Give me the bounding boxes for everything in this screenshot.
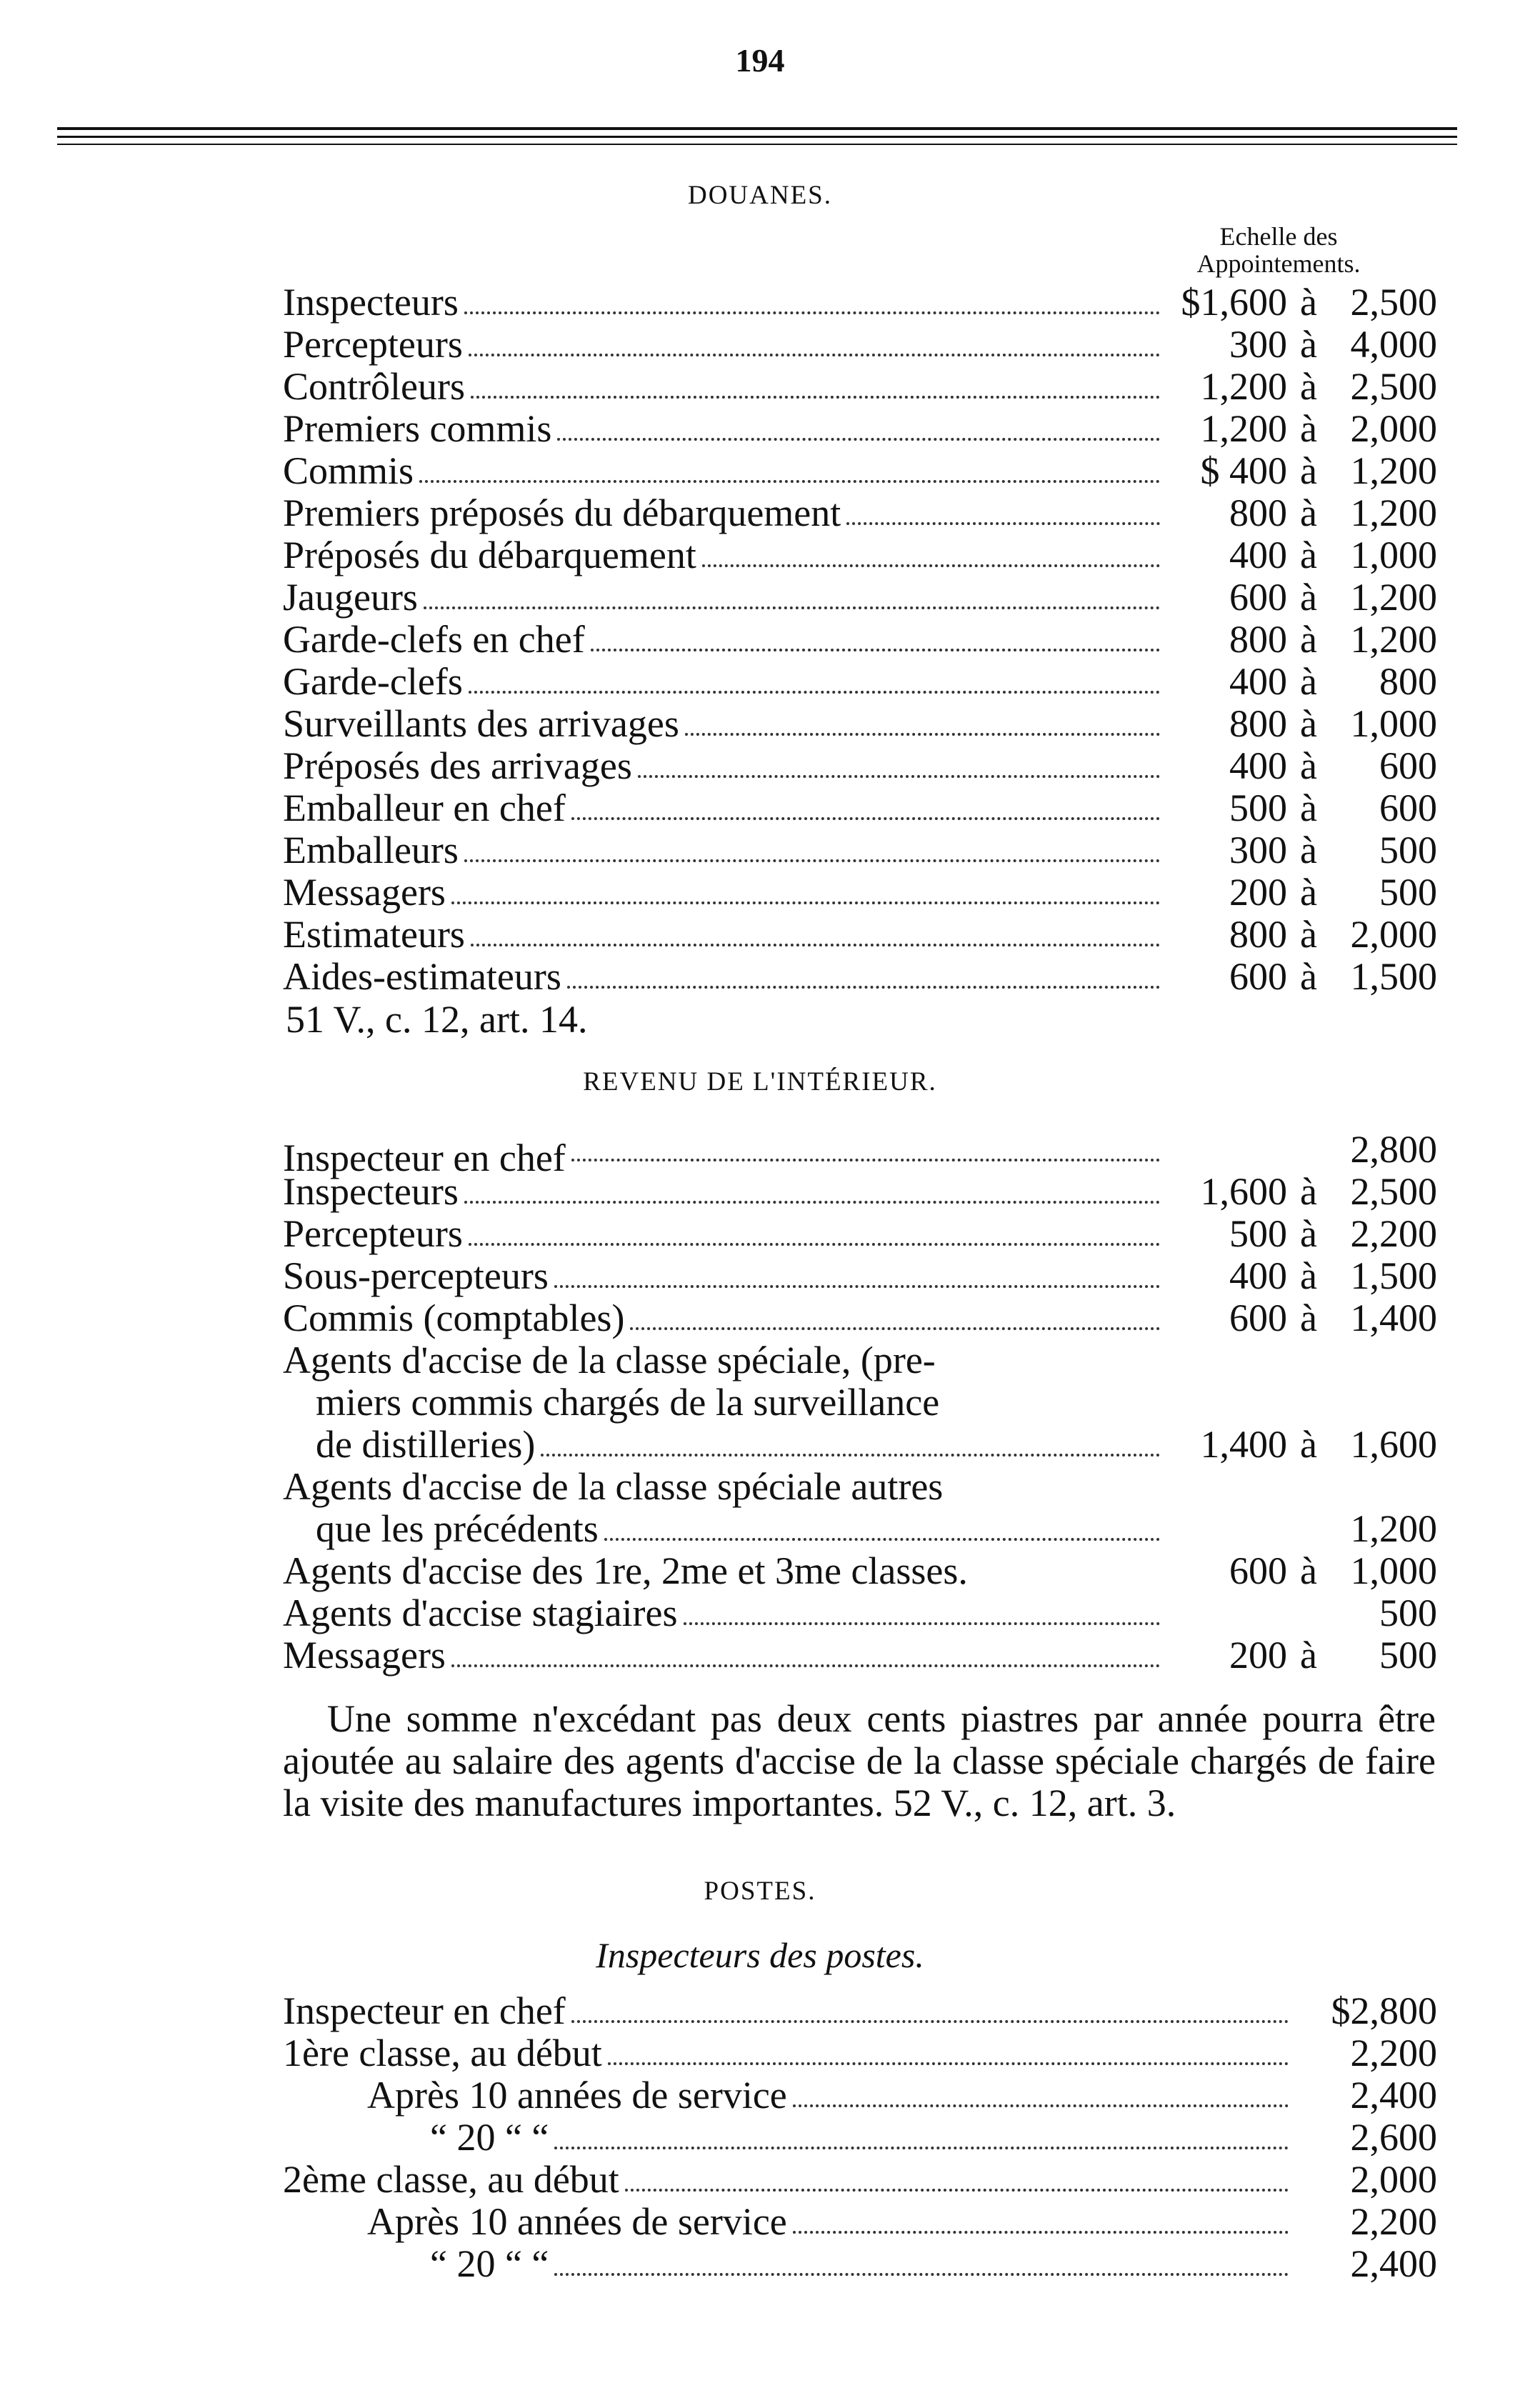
table-row [283,1339,1437,1382]
value-to: 2,500 [1350,1170,1437,1213]
value-from: 600 [1229,1549,1287,1592]
value-a: à [1300,365,1317,408]
row-label: Garde-clefs [283,660,463,703]
value-from: 800 [1229,491,1287,534]
value-from: 500 [1229,1212,1287,1255]
value-a: à [1300,660,1317,703]
value-from: 1,400 [1200,1423,1287,1466]
table-row [283,1990,1437,2032]
dot-leader [591,649,1160,651]
note-text: Une somme n'excédant pas deux cents piastres par année pourra être ajoutée au salaire des agents d'accise de la classe spéciale chargés de faire la visite des manufactures importantes. 52 V., c. 12, art. 3. [283,1697,1436,1824]
value-to: 1,200 [1350,618,1437,661]
scale-header-line1: Echelle des [1219,222,1338,251]
value-a: à [1300,407,1317,450]
value-a: à [1300,1212,1317,1255]
value-from: 200 [1229,871,1287,914]
dot-leader [464,311,1160,314]
table-row [283,492,1437,534]
row-label: Surveillants des arrivages [283,702,679,745]
dot-leader [702,564,1160,567]
value-a: à [1300,871,1317,914]
value-a: à [1300,786,1317,829]
table-row [283,408,1437,450]
value-a: à [1300,576,1317,619]
row-label: de distilleries) [316,1423,536,1466]
table-row [283,1171,1437,1213]
value-from: 400 [1229,660,1287,703]
table-row [283,534,1437,576]
row-label: Percepteurs [283,1212,463,1255]
row-value [1166,829,1437,871]
dot-leader [793,2231,1289,2234]
table-row [283,2201,1437,2243]
row-value: 2,000 [1350,2158,1437,2201]
table-row [283,1382,1437,1424]
revenu-table [283,1129,1437,1339]
row-label: miers commis chargés de la surveillance [316,1381,940,1424]
row-value [1166,1129,1437,1171]
row-label: “ 20 “ “ [430,2242,549,2285]
row-value [1166,871,1437,914]
table-row [283,1297,1437,1339]
table-row [283,2117,1437,2159]
page-number: 194 [735,42,785,79]
dot-leader [451,1664,1160,1667]
row-label: Préposés du débarquement [283,534,696,576]
scale-header-line2: Appointements. [1196,249,1361,278]
row-value [1166,956,1437,998]
douanes-table [283,281,1437,998]
dot-leader [419,480,1160,483]
value-a: à [1300,955,1317,998]
value-from: $1,600 [1181,281,1287,324]
table-row [283,745,1437,787]
row-value [1166,534,1437,576]
revenu-table-continued [283,1339,1437,1677]
value-a: à [1300,744,1317,787]
value-to: 1,400 [1350,1297,1437,1339]
row-label: Inspecteurs [283,1170,459,1213]
row-value [1166,619,1437,661]
table-row [283,366,1437,408]
table-row [283,1213,1437,1255]
row-label: Après 10 années de service [367,2074,787,2117]
value-from [1166,1129,1287,1171]
dot-leader [424,606,1160,609]
row-value: 1,200 [1350,1507,1437,1550]
dot-leader [625,2189,1289,2192]
row-value: 2,200 [1350,2200,1437,2243]
table-row [283,1508,1437,1550]
row-label: 2ème classe, au début [283,2158,619,2201]
value-to: 1,500 [1350,955,1437,998]
row-value: 500 [1379,1592,1437,1634]
row-value [1166,408,1437,450]
dot-leader [464,1201,1160,1204]
value-from: 500 [1229,786,1287,829]
row-label: Agents d'accise de la classe spéciale autres [283,1465,944,1508]
value-a: à [1300,1423,1317,1466]
value-a: à [1300,534,1317,576]
row-label: Contrôleurs [283,365,465,408]
dot-leader [846,522,1160,525]
value-from: 800 [1229,913,1287,956]
row-value: 2,400 [1350,2242,1437,2285]
table-row [283,2032,1437,2074]
table-row [283,1592,1437,1634]
dot-leader [571,817,1160,820]
table-row [283,450,1437,492]
value-to: 2,200 [1350,1212,1437,1255]
value-to: 4,000 [1350,323,1437,366]
value-a: à [1300,1297,1317,1339]
section-heading-postes: POSTES. [704,1877,816,1906]
row-label: Inspecteurs [283,281,459,324]
row-label: Commis (comptables) [283,1297,625,1339]
table-row [283,2159,1437,2201]
value-from: 1,200 [1200,365,1287,408]
row-label: Jaugeurs [283,576,418,619]
table-row [283,956,1437,998]
dot-leader [567,986,1160,989]
dot-leader [557,438,1160,441]
row-value [1166,661,1437,703]
section-heading-revenu: REVENU DE L'INTÉRIEUR. [583,1067,937,1096]
row-label: 1ère classe, au début [283,2032,602,2074]
row-label: Aides-estimateurs [283,955,561,998]
table-row [283,829,1437,871]
value-to: 1,200 [1350,491,1437,534]
table-row [283,914,1437,956]
row-value [1166,1424,1437,1466]
row-value: 2,400 [1350,2074,1437,2117]
row-label: Agents d'accise des 1re, 2me et 3me classes. [283,1549,968,1592]
value-from: 400 [1229,1254,1287,1297]
row-label: Inspecteur en chef [283,1989,566,2032]
value-a: à [1300,323,1317,366]
dot-leader [471,944,1160,946]
table-row [283,871,1437,914]
row-label: Emballeur en chef [283,786,566,829]
dot-leader [469,354,1160,356]
value-to: 2,000 [1350,407,1437,450]
row-value [1166,450,1437,492]
row-value: $2,800 [1331,1989,1437,2032]
header-rule [57,127,1457,130]
table-row [283,1634,1437,1677]
dot-leader [604,1538,1160,1541]
value-from: 1,200 [1200,407,1287,450]
value-a: à [1300,491,1317,534]
scale-column-header [1121,223,1436,277]
row-label: Sous-percepteurs [283,1254,549,1297]
row-value [1166,914,1437,956]
value-to: 500 [1379,871,1437,914]
value-to: 2,500 [1350,281,1437,324]
dot-leader [469,1243,1160,1246]
value-a: à [1300,1254,1317,1297]
value-a: à [1300,1170,1317,1213]
value-from: 300 [1229,829,1287,871]
row-value [1166,1550,1437,1592]
value-a: à [1300,913,1317,956]
value-a: à [1300,281,1317,324]
row-value [1166,703,1437,745]
dot-leader [541,1454,1160,1457]
value-to: 2,000 [1350,913,1437,956]
value-a: à [1300,829,1317,871]
dot-leader [451,901,1160,904]
row-label: Messagers [283,1634,446,1677]
row-label: Agents d'accise de la classe spéciale, (pre- [283,1339,936,1382]
value-from: 200 [1229,1634,1287,1677]
row-label: Percepteurs [283,323,463,366]
row-label: Estimateurs [283,913,465,956]
row-value [1166,324,1437,366]
table-row [283,2243,1437,2285]
row-label: Premiers préposés du débarquement [283,491,841,534]
value-to: 800 [1379,660,1437,703]
value-from: 600 [1229,955,1287,998]
table-row [283,1466,1437,1508]
table-row [283,787,1437,829]
dot-leader [554,2273,1289,2276]
value-to: 1,000 [1350,1549,1437,1592]
dot-leader [685,733,1160,736]
row-value [1166,745,1437,787]
value-from: 600 [1229,1297,1287,1339]
row-label: Inspecteur en chef [283,1136,566,1179]
dot-leader [571,2020,1289,2023]
row-value [1166,1213,1437,1255]
dot-leader [630,1327,1160,1330]
value-to: 1,200 [1350,449,1437,492]
dot-leader [608,2062,1289,2065]
row-value [1166,366,1437,408]
value-to: 1,000 [1350,534,1437,576]
dot-leader [554,2147,1289,2149]
table-row [283,1550,1437,1592]
row-label: Messagers [283,871,446,914]
header-rule [57,144,1457,145]
table-row [283,1255,1437,1297]
row-value [1166,281,1437,324]
row-label: Premiers commis [283,407,552,450]
value-from: 400 [1229,744,1287,787]
dot-leader [793,2104,1289,2107]
value-to: 1,000 [1350,702,1437,745]
table-row [283,1424,1437,1466]
value-to: 1,200 [1350,576,1437,619]
dot-leader [684,1622,1160,1625]
row-value [1166,576,1437,619]
dot-leader [571,1159,1160,1161]
dot-leader [554,1285,1160,1288]
value-a: à [1300,449,1317,492]
row-label: Après 10 années de service [367,2200,787,2243]
value-from: 400 [1229,534,1287,576]
subheading-inspecteurs-postes: Inspecteurs des postes. [596,1935,924,1975]
table-row [283,661,1437,703]
dot-leader [638,775,1160,778]
value-from: 300 [1229,323,1287,366]
row-label: que les précédents [316,1507,599,1550]
value-to: 500 [1379,829,1437,871]
value-to: 500 [1379,1634,1437,1677]
value-from: 1,600 [1200,1170,1287,1213]
value-a: à [1300,702,1317,745]
row-label: Préposés des arrivages [283,744,632,787]
table-row [283,281,1437,324]
dot-leader [464,859,1160,862]
row-value [1166,1171,1437,1213]
row-label: Emballeurs [283,829,459,871]
row-value [1166,787,1437,829]
value-to: 2,500 [1350,365,1437,408]
row-label: Garde-clefs en chef [283,618,585,661]
value-from: 800 [1229,618,1287,661]
row-label: Agents d'accise stagiaires [283,1592,678,1634]
row-label: Commis [283,449,414,492]
dot-leader [469,691,1160,694]
value-to: 2,800 [1350,1128,1437,1171]
dot-leader [471,396,1160,399]
row-value [1166,1255,1437,1297]
value-to: 1,600 [1350,1423,1437,1466]
row-value: 2,200 [1350,2032,1437,2074]
value-to: 600 [1379,786,1437,829]
value-a: à [1300,1549,1317,1592]
table-row [283,576,1437,619]
postes-table [283,1990,1437,2285]
row-value: 2,600 [1350,2116,1437,2159]
value-from: 600 [1229,576,1287,619]
row-value [1166,1297,1437,1339]
table-row [283,1128,1437,1179]
header-rule [57,136,1457,138]
table-row [283,324,1437,366]
value-from: 800 [1229,702,1287,745]
note-paragraph [283,1698,1436,1824]
table-row [283,703,1437,745]
value-a: à [1300,618,1317,661]
value-from: $ 400 [1200,449,1287,492]
row-label: “ 20 “ “ [430,2116,549,2159]
table-row [283,619,1437,661]
value-a [1287,1129,1330,1171]
table-row [283,2074,1437,2117]
row-value [1166,492,1437,534]
citation: 51 V., c. 12, art. 14. [286,998,588,1041]
value-a: à [1300,1634,1317,1677]
value-to: 600 [1379,744,1437,787]
section-heading-douanes: DOUANES. [687,181,833,210]
value-to: 1,500 [1350,1254,1437,1297]
row-value [1166,1634,1437,1677]
